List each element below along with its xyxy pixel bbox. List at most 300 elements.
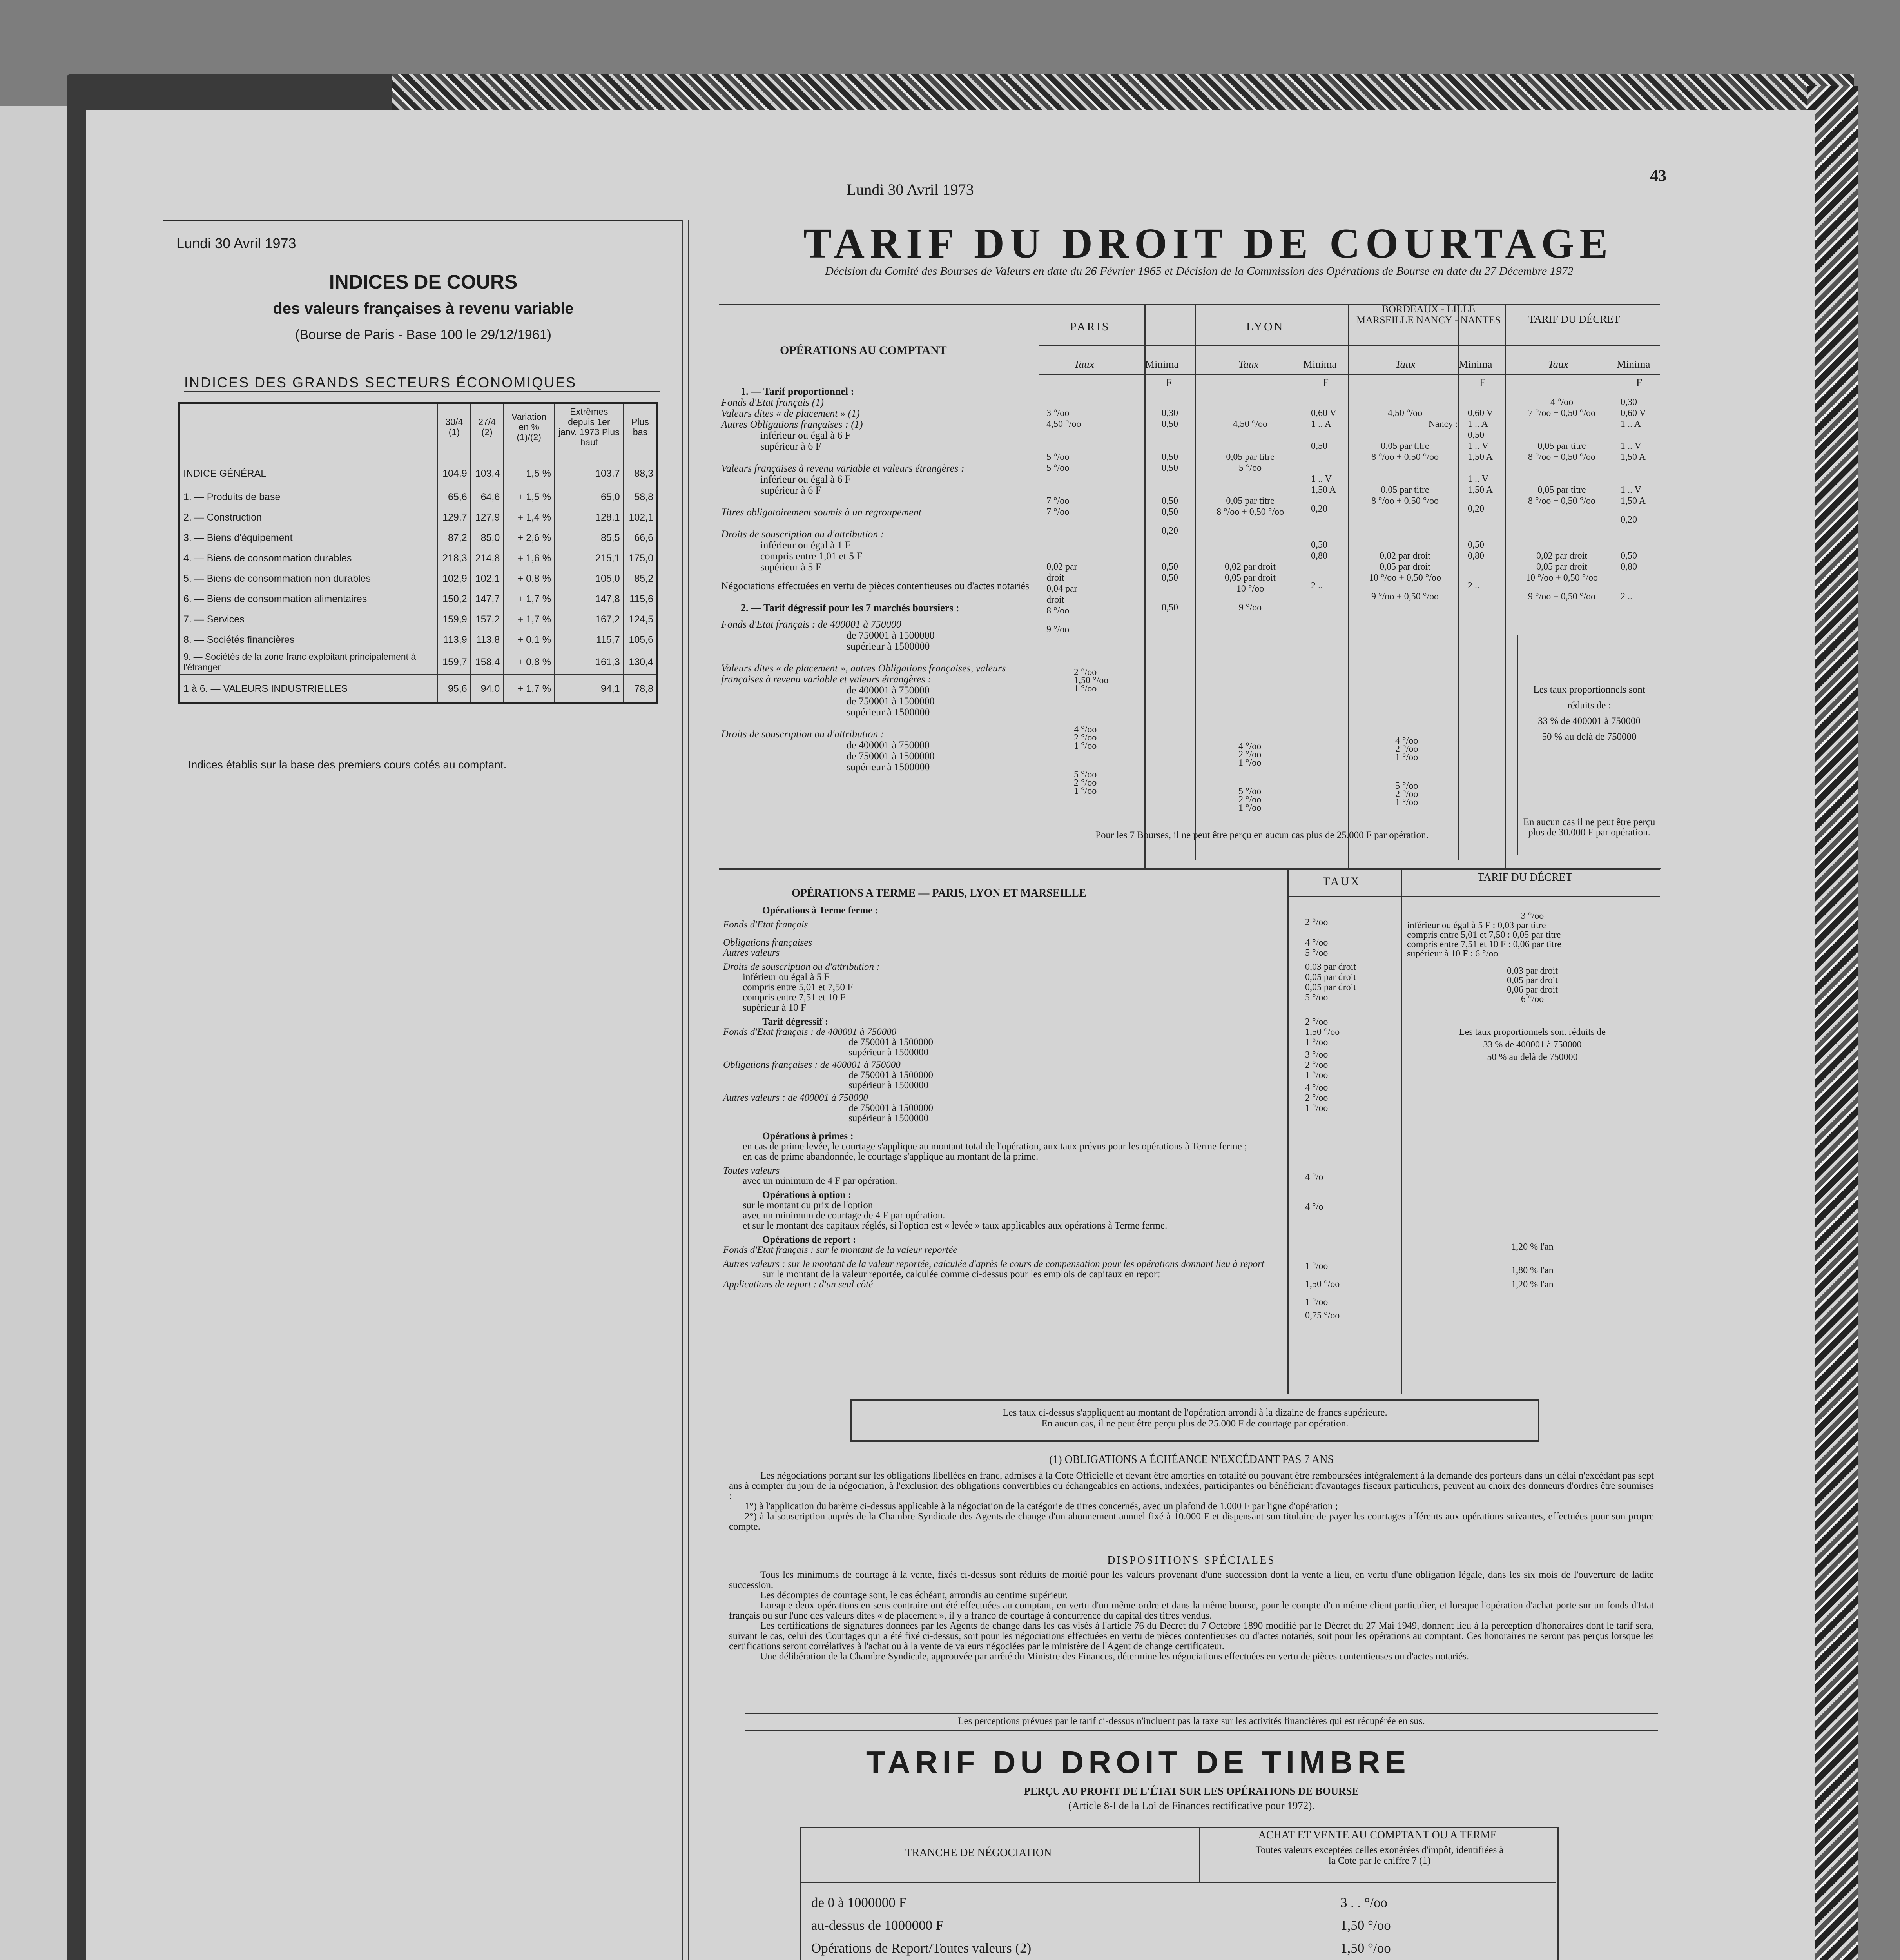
paragraph: Une délibération de la Chambre Syndicale, approuvée par arrêté du Ministre des Finances, détermine les négociations effectuées en vertu de pièces contentieuses ou d'actes notariés.	[760, 1651, 1469, 1662]
line: et sur le montant des capitaux réglés, si l'option est « levée » taux applicables aux opérations à Terme ferme.	[743, 1220, 1168, 1231]
cell: + 1,7 %	[503, 609, 555, 630]
value: 0,60 V	[1468, 408, 1493, 418]
value: inférieur ou égal à 5 F : 0,03 par titre	[1407, 920, 1546, 931]
value: 2 °/oo	[1305, 1093, 1328, 1103]
cell: 113,9	[438, 630, 471, 650]
cell: + 2,6 %	[503, 528, 555, 548]
column-header: Variation en % (1)/(2)	[503, 403, 555, 450]
value: 1,50 A	[1468, 452, 1493, 462]
cell: 85,0	[471, 528, 504, 548]
value: compris entre 7,51 et 10 F : 0,06 par titre	[1407, 939, 1561, 949]
value: 1,50 °/oo	[1305, 1027, 1340, 1037]
line: supérieur à 1500000	[847, 761, 930, 773]
cell: 167,2	[555, 609, 624, 630]
line: Obligations françaises : de 400001 à 750000	[723, 1060, 901, 1070]
value: 1,50 A	[1621, 496, 1646, 506]
line: Opérations à primes :	[762, 1131, 854, 1142]
table-row	[179, 630, 658, 650]
column-header: Extrêmes depuis 1er janv. 1973 Plus haut	[555, 403, 624, 450]
line: En aucun cas, il ne peut être perçu plus de 25.000 F de courtage par opération.	[1041, 1418, 1349, 1429]
paris-degressive-values	[1074, 668, 1108, 795]
cell: 159,9	[438, 609, 471, 630]
paragraph: Les certifications de signatures données par les Agents de change dans les cas visés à l'article 76 du Décret du 7 Octobre 1890 modifié par le Décret du 27 Mai 1949, donnent lieu à la perception d'honoraires dont le tarif sera, suivant le cas, celui des Courtages qui a été fixé ci-dessus, soit pour les négociations effectuées en vertu de pièces contentieuses ou d'actes notariés, soit pour les opérations au comptant. Ces honoraires ne seront pas perçus lorsque les certifications seront corrélatives à l'achat ou à la vente de valeurs négociées par le ministère de l'Agent de change certificateur.	[729, 1621, 1654, 1651]
cell: 150,2	[438, 589, 471, 609]
column-header: 27/4 (2)	[471, 403, 504, 450]
line: Autres valeurs	[723, 947, 780, 958]
row-label: 4. — Biens de consommation durables	[183, 552, 352, 564]
column-divider	[1458, 304, 1459, 860]
table-row	[179, 507, 658, 528]
col-decret: TARIF DU DÉCRET	[1528, 313, 1620, 325]
value: 2 °/oo	[1305, 1017, 1328, 1027]
timbre-col2: ACHAT ET VENTE AU COMPTANT OU A TERME	[1258, 1829, 1497, 1841]
value: 0,02 par droit	[1380, 551, 1430, 561]
value: 1,80 % l'an	[1511, 1265, 1554, 1276]
line: compris entre 1,01 et 5 F	[760, 550, 862, 562]
terme-lines	[723, 906, 1284, 1290]
value: 0,05 par droit	[1225, 573, 1276, 583]
adjacent-page-edge	[0, 106, 71, 1960]
value: 0,06 par droit	[1507, 985, 1558, 995]
value: 4 °/oo	[1550, 397, 1574, 407]
value: 6 °/oo	[1521, 994, 1544, 1004]
rule	[745, 1713, 1658, 1714]
timbre-col1: TRANCHE DE NÉGOCIATION	[905, 1847, 1052, 1859]
value: 1 °/oo	[1305, 1297, 1328, 1307]
cell: 215,1	[555, 548, 624, 568]
value: 5 °/oo	[1305, 993, 1328, 1003]
comptant-heading: OPÉRATIONS AU COMPTANT	[780, 344, 947, 357]
value: 10 °/oo + 0,50 °/oo	[1525, 573, 1598, 583]
paris-minima-column	[1152, 408, 1188, 613]
cell: 102,9	[438, 568, 471, 589]
value: 4,50 °/oo	[1387, 408, 1423, 418]
row-label: 7. — Services	[183, 613, 245, 625]
cell: 103,4	[471, 450, 504, 487]
obligations-text	[729, 1471, 1654, 1532]
value: 3 °/oo	[1046, 408, 1070, 418]
table-row	[179, 675, 658, 703]
value: 4 °/o	[1305, 1172, 1323, 1182]
cell: 65,6	[438, 487, 471, 507]
column-divider	[1195, 304, 1196, 860]
value: 1,50 °/oo	[1074, 675, 1109, 686]
page-number: 43	[1650, 167, 1666, 185]
cell: 102,1	[471, 568, 504, 589]
line: compris entre 7,51 et 10 F	[743, 992, 846, 1003]
line: Droits de souscription ou d'attribution :	[723, 962, 880, 972]
column-rule	[682, 220, 683, 1960]
value: 0,02 par droit	[1046, 562, 1077, 583]
cell: 161,3	[555, 650, 624, 675]
value: 0,20	[1468, 504, 1484, 514]
line: Fonds d'Etat français : sur le montant de la valeur reportée	[723, 1245, 957, 1255]
cell: 94,0	[471, 675, 504, 703]
value: 1 °/oo	[1074, 786, 1097, 796]
cell: 218,3	[438, 548, 471, 568]
line: Valeurs dites « de placement » (1)	[721, 408, 860, 419]
paris-taux-column	[1046, 408, 1093, 635]
line: Droits de souscription ou d'attribution :	[721, 528, 884, 540]
line: Opérations à option :	[762, 1190, 852, 1200]
value: 0,20	[1621, 515, 1637, 525]
header-rule	[1039, 345, 1660, 346]
table-row	[179, 568, 658, 589]
line: Autres valeurs : sur le montant de la valeur reportée, calculée d'après le cours de compensation pour les opérations donnant lieu à report	[723, 1259, 1264, 1269]
franc-unit: F	[1166, 377, 1172, 388]
cell: 102,1	[624, 507, 658, 528]
col-lyon: LYON	[1246, 320, 1284, 333]
cell: 78,8	[624, 675, 658, 703]
value: 5 °/oo	[1238, 463, 1262, 473]
cell: 105,6	[624, 630, 658, 650]
value: 4 °/oo	[1305, 938, 1328, 948]
line: de 400001 à 750000	[847, 684, 930, 696]
paragraph: 1°) à l'application du barème ci-dessus applicable à la négociation de la catégorie de titres concernés, avec un plafond de 1.000 F par ligne d'opération ;	[745, 1501, 1338, 1512]
table-row	[179, 450, 658, 487]
terme-heading: OPÉRATIONS A TERME — PARIS, LYON ET MARSEILLE	[792, 887, 1086, 899]
row-label: 9. — Sociétés de la zone franc exploitant principalement à l'étranger	[183, 652, 416, 672]
line: Valeurs dites « de placement », autres Obligations françaises, valeurs françaises à revenu variable et valeurs étrangères :	[721, 662, 1006, 685]
indices-date: Lundi 30 Avril 1973	[176, 235, 296, 251]
cell: 87,2	[438, 528, 471, 548]
cell: 105,0	[555, 568, 624, 589]
bordeaux-taux-column	[1352, 408, 1458, 602]
timbre-rows	[811, 1891, 1548, 1960]
row-value: 1,50 °/oo	[1340, 1918, 1391, 1933]
cell: + 1,7 %	[503, 675, 555, 703]
value: 1,20 % l'an	[1511, 1279, 1554, 1290]
value: 0,50	[1311, 441, 1327, 451]
line: en cas de prime levée, le courtage s'applique au montant total de l'opération, aux taux prévus pour les opérations à Terme ferme ;	[743, 1141, 1247, 1152]
value: 1 .. A	[1468, 419, 1488, 429]
row-label: Opérations de Report/Toutes valeurs (2)	[811, 1940, 1032, 1956]
taux-header: Taux	[1074, 358, 1094, 370]
value: 0,50	[1162, 463, 1178, 473]
value: 2 ..	[1468, 581, 1479, 591]
row-label: 5. — Biens de consommation non durables	[183, 573, 371, 584]
obligations-title: (1) OBLIGATIONS A ÉCHÉANCE N'EXCÉDANT PAS 7 ANS	[1049, 1454, 1334, 1466]
cell: 124,5	[624, 609, 658, 630]
value: 0,50	[1162, 452, 1178, 462]
value: 2 °/oo	[1074, 778, 1097, 788]
cell: + 0,8 %	[503, 568, 555, 589]
line: supérieur à 10 F	[743, 1002, 806, 1013]
value: 9 °/oo	[1046, 624, 1070, 635]
line: Fonds d'Etat français	[723, 919, 808, 930]
value: 1 .. V	[1311, 474, 1332, 484]
taux-header: Taux	[1395, 358, 1416, 370]
cell: 158,4	[471, 650, 504, 675]
line: 1. — Tarif proportionnel :	[741, 386, 854, 397]
value: 1 °/oo	[1305, 1037, 1328, 1047]
indices-subtitle: des valeurs françaises à revenu variable	[273, 300, 574, 317]
courtage-title: TARIF DU DROIT DE COURTAGE	[803, 220, 1614, 267]
header-rule	[1287, 896, 1660, 897]
value: 5 °/oo	[1074, 769, 1097, 780]
cell: 157,2	[471, 609, 504, 630]
table-row	[811, 1914, 1548, 1937]
line: Droits de souscription ou d'attribution :	[721, 728, 884, 740]
cell: 130,4	[624, 650, 658, 675]
value: 9 °/oo	[1238, 603, 1262, 613]
rounding-note	[852, 1401, 1538, 1429]
cell: 214,8	[471, 548, 504, 568]
cell: 58,8	[624, 487, 658, 507]
value: 8 °/oo + 0,50 °/oo	[1216, 507, 1284, 517]
value: 0,02 par droit	[1225, 562, 1276, 572]
lyon-minima-column	[1311, 408, 1346, 591]
cell: 66,6	[624, 528, 658, 548]
value: 0,80	[1311, 551, 1327, 561]
col-paris: PARIS	[1070, 320, 1110, 333]
table-row	[811, 1937, 1548, 1960]
cell: 115,6	[624, 589, 658, 609]
value: 1,50 A	[1468, 485, 1493, 495]
section-rule	[719, 868, 1660, 870]
value: 50 % au delà de 750000	[1487, 1052, 1578, 1062]
indices-title: INDICES DE COURS	[329, 271, 518, 293]
value: 0,60 V	[1621, 408, 1646, 418]
value: 4,50 °/oo	[1233, 419, 1268, 429]
cell: 88,3	[624, 450, 658, 487]
value: 0,50	[1162, 573, 1178, 583]
indices-note: Indices établis sur la base des premiers cours cotés au comptant.	[188, 759, 507, 771]
dispositions-title: DISPOSITIONS SPÉCIALES	[1107, 1554, 1276, 1566]
value: 7 °/oo	[1046, 496, 1070, 506]
rounding-note-box	[850, 1399, 1539, 1442]
bordeaux-degressive-values	[1395, 737, 1418, 807]
line: Les taux proportionnels sont réduits de :	[1533, 684, 1645, 711]
value: 1 .. V	[1468, 441, 1488, 451]
cell: + 0,1 %	[503, 630, 555, 650]
value: 1 °/oo	[1238, 758, 1262, 768]
line: Fonds d'Etat français (1)	[721, 397, 824, 408]
row-label: 8. — Sociétés financières	[183, 634, 295, 645]
value: 0,02 par droit	[1536, 551, 1587, 561]
decret-taux-column	[1509, 397, 1615, 602]
line: compris entre 5,01 et 7,50 F	[743, 982, 853, 993]
value: 0,05 par titre	[1537, 485, 1586, 495]
value: 4 °/oo	[1074, 724, 1097, 735]
paragraph: Les négociations portant sur les obligations libellées en franc, admises à la Cote Officielle et devant être amorties en totalité ou pouvant être remboursées intégralement à la demande des porteurs dans un délai n'excédant pas sept ans à compter du jour de la négociation, à l'exclusion des obligations convertibles ou échangeables en actions, indexées, participantes ou bénéficiant d'avantages fiscaux particuliers, peuvent au choix des donneurs d'ordres être soumises :	[729, 1470, 1654, 1501]
value: 0,50	[1162, 496, 1178, 506]
value: 1,50 A	[1311, 485, 1336, 495]
value: 0,50	[1162, 603, 1178, 613]
value: 0,50	[1162, 419, 1178, 429]
line: en cas de prime abandonnée, le courtage s'applique au montant de la prime.	[743, 1151, 1039, 1162]
row-label: INDICE GÉNÉRAL	[183, 468, 267, 479]
line: inférieur ou égal à 1 F	[760, 539, 851, 551]
value: 0,04 par droit	[1046, 584, 1077, 605]
paragraph: 2°) à la souscription auprès de la Chambre Syndicale des Agents de change d'un abonnement annuel fixé à 10.000 F et dispensant son titulaire de payer les courtages afférents aux opérations suivantes, effectuées pour son propre compte.	[729, 1511, 1654, 1532]
timbre-col2-note: Toutes valeurs exceptées celles exonérées d'impôt, identifiées à la Cote par le chiffre 7 (1)	[1255, 1845, 1504, 1866]
paragraph: Tous les minimums de courtage à la vente, fixés ci-dessus sont réduits de moitié pour les valeurs provenant d'une succession dont la vente a lieu, en vertu d'une obligation légale, dans les six mois de l'ouverture de ladite succession.	[729, 1570, 1654, 1590]
value: 1,50 A	[1621, 452, 1646, 462]
value: 2 °/oo	[1074, 667, 1097, 677]
terme-decret-column	[1407, 911, 1658, 1289]
value: 33 % de 400001 à 750000	[1483, 1040, 1582, 1050]
line: de 750001 à 1500000	[847, 750, 935, 762]
line: de 750001 à 1500000	[847, 695, 935, 707]
line: Autres Obligations françaises : (1)	[721, 419, 863, 430]
value: 0,50	[1468, 430, 1484, 440]
row-label: 1 à 6. — VALEURS INDUSTRIELLES	[179, 675, 438, 703]
franc-unit: F	[1636, 377, 1643, 388]
column-header: Plus bas	[624, 403, 658, 450]
value: 0,30	[1621, 397, 1637, 407]
header-rule	[800, 1882, 1556, 1883]
value: 4,50 °/oo	[1046, 419, 1081, 429]
value: 2 °/oo	[1074, 733, 1097, 743]
value: 4 °/oo	[1238, 741, 1262, 751]
franc-unit: F	[1479, 377, 1486, 388]
value: 0,05 par droit	[1536, 562, 1587, 572]
minima-header: Minima	[1617, 358, 1650, 370]
value: 8 °/oo	[1046, 606, 1070, 616]
column-divider	[1348, 304, 1349, 868]
value: 1 °/oo	[1074, 684, 1097, 694]
value: 7 °/oo	[1046, 507, 1070, 517]
value: 0,80	[1621, 562, 1637, 572]
cell: 115,7	[555, 630, 624, 650]
value: 5 °/oo	[1046, 452, 1070, 462]
value: 2 °/oo	[1395, 744, 1418, 754]
value: 0,05 par droit	[1305, 982, 1356, 993]
bracket-line	[1517, 635, 1518, 855]
value: 8 °/oo + 0,50 °/oo	[1371, 452, 1439, 462]
line: Fonds d'Etat français : de 400001 à 750000	[721, 619, 901, 630]
decret-reduction	[1523, 682, 1656, 745]
franc-unit: F	[1323, 377, 1329, 388]
cell: + 0,8 %	[503, 650, 555, 675]
cell: 127,9	[471, 507, 504, 528]
value: 0,50	[1162, 507, 1178, 517]
line: supérieur à 6 F	[760, 441, 821, 452]
header-rule	[1039, 374, 1660, 375]
row-label: 6. — Biens de consommation alimentaires	[183, 593, 367, 604]
value: 1 .. V	[1621, 485, 1641, 495]
line: supérieur à 6 F	[760, 485, 821, 496]
minima-header: Minima	[1459, 358, 1492, 370]
line: Opérations à Terme ferme :	[762, 905, 878, 916]
cell: 1,5 %	[503, 450, 555, 487]
value: 0,05 par droit	[1380, 562, 1430, 572]
value: 0,05 par titre	[1226, 452, 1275, 462]
value: 8 °/oo + 0,50 °/oo	[1371, 496, 1439, 506]
line: Fonds d'Etat français : de 400001 à 750000	[723, 1027, 897, 1037]
value: 0,60 V	[1311, 408, 1336, 418]
value: 0,05 par droit	[1507, 975, 1558, 985]
value: 1 °/oo	[1305, 1103, 1328, 1113]
line: Les taux ci-dessus s'appliquent au montant de l'opération arrondi à la dizaine de francs supérieure.	[1003, 1407, 1387, 1418]
value: 2 °/oo	[1305, 1060, 1328, 1070]
line: 50 % au delà de 750000	[1542, 731, 1637, 742]
value: 1 °/oo	[1305, 1070, 1328, 1080]
dispositions-text	[729, 1570, 1654, 1662]
terme-col-taux: TAUX	[1323, 875, 1361, 888]
value: 7 °/oo + 0,50 °/oo	[1528, 408, 1596, 418]
value: 0,20	[1162, 526, 1178, 536]
marbled-edge-top	[392, 74, 1854, 110]
value: 10 °/oo + 0,50 °/oo	[1369, 573, 1441, 583]
table-row	[179, 609, 658, 630]
value: 2 ..	[1621, 592, 1632, 602]
cell: 95,6	[438, 675, 471, 703]
line: 33 % de 400001 à 750000	[1538, 716, 1641, 726]
line: Valeurs françaises à revenu variable et valeurs étrangères :	[721, 463, 965, 474]
lyon-degressive-values	[1238, 742, 1261, 812]
column-divider	[1505, 304, 1506, 868]
cell: 129,7	[438, 507, 471, 528]
value: compris entre 5,01 et 7,50 : 0,05 par titre	[1407, 930, 1561, 940]
terme-taux-column	[1305, 917, 1399, 1321]
table-row	[179, 589, 658, 609]
cell: 103,7	[555, 450, 624, 487]
row-label: au-dessus de 1000000 F	[811, 1918, 944, 1933]
left-column-top-rule	[163, 220, 682, 221]
value: 1 °/oo	[1395, 752, 1418, 762]
cell: 65,0	[555, 487, 624, 507]
line: de 400001 à 750000	[847, 739, 930, 751]
value: 1 °/oo	[1305, 1261, 1328, 1271]
line: inférieur ou égal à 5 F	[743, 972, 830, 982]
cell: + 1,6 %	[503, 548, 555, 568]
value: 4 °/oo	[1395, 736, 1418, 746]
value: 2 °/oo	[1238, 750, 1262, 760]
value: 2 ..	[1311, 581, 1323, 591]
terme-col-decret: TARIF DU DÉCRET	[1478, 871, 1572, 884]
value: 2 °/oo	[1395, 789, 1418, 799]
value: 5 °/oo	[1395, 781, 1418, 791]
value: 0,80	[1468, 551, 1484, 561]
column-divider	[1287, 868, 1289, 1394]
value: 4 °/o	[1305, 1202, 1323, 1212]
taux-header: Taux	[1238, 358, 1259, 370]
column-divider	[1144, 304, 1146, 868]
value: 0,05 par titre	[1381, 441, 1429, 451]
value: Nancy :	[1428, 419, 1458, 429]
line: de 750001 à 1500000	[848, 1070, 933, 1080]
courtage-decision: Décision du Comité des Bourses de Valeurs en date du 26 Février 1965 et Décision de la Commission des Opérations de Bourse en date du 27 Décembre 1972	[825, 265, 1574, 278]
cell: 94,1	[555, 675, 624, 703]
value: 1,20 % l'an	[1511, 1242, 1554, 1252]
timbre-subtitle: PERÇU AU PROFIT DE L'ÉTAT SUR LES OPÉRATIONS DE BOURSE	[1024, 1785, 1359, 1797]
value: 5 °/oo	[1305, 948, 1328, 958]
column-divider	[1199, 1827, 1200, 1882]
value: 0,20	[1311, 504, 1327, 514]
value: 0,75 °/oo	[1305, 1310, 1340, 1321]
indices-table	[178, 402, 658, 704]
indices-base: (Bourse de Paris - Base 100 le 29/12/1961)	[295, 327, 551, 342]
line: de 750001 à 1500000	[848, 1103, 933, 1113]
line: Titres obligatoirement soumis à un regroupement	[721, 506, 922, 518]
cell: 113,8	[471, 630, 504, 650]
cell: 159,7	[438, 650, 471, 675]
minima-header: Minima	[1145, 358, 1179, 370]
cell: 85,5	[555, 528, 624, 548]
value: 4 °/oo	[1305, 1083, 1328, 1093]
value: 10 °/oo	[1236, 584, 1264, 594]
timbre-article: (Article 8-I de la Loi de Finances rectificative pour 1972).	[1068, 1800, 1315, 1811]
seven-bourses-note: Pour les 7 Bourses, il ne peut être perçu en aucun cas plus de 25.000 F par opération.	[1095, 830, 1429, 840]
taux-header: Taux	[1548, 358, 1568, 370]
line: Obligations françaises	[723, 937, 812, 948]
value: 9 °/oo + 0,50 °/oo	[1528, 592, 1596, 602]
cell: + 1,4 %	[503, 507, 555, 528]
cell: 64,6	[471, 487, 504, 507]
minima-header: Minima	[1303, 358, 1337, 370]
